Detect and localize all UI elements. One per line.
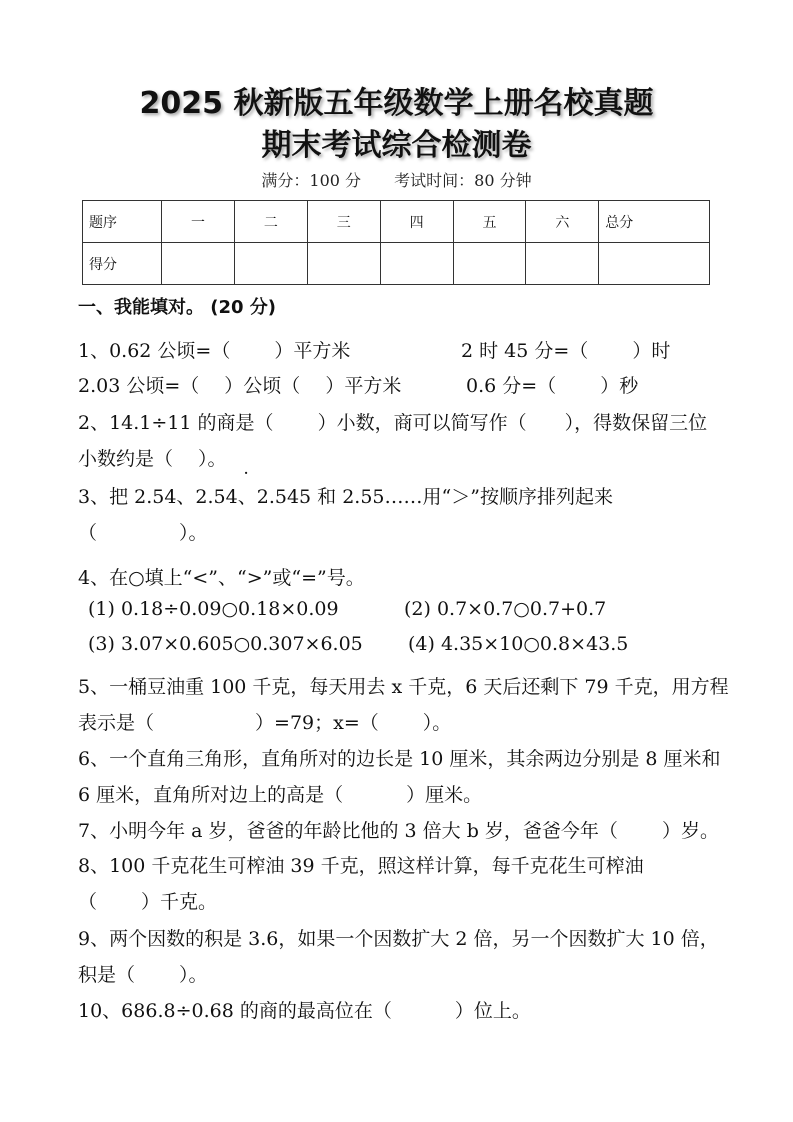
question-3a: 3、把 2.54、2.54、2.545 和 2.55……用“＞”按顺序排列起来 (78, 486, 613, 508)
question-5a: 5、一桶豆油重 100 千克，每天用去 x 千克，6 天后还剩下 79 千克，用方程 (78, 676, 729, 698)
question-3b: （ ）。 (78, 522, 208, 544)
exam-meta (0, 168, 793, 191)
question-5b: 表示是（ ）=79；x=（ ）。 (78, 712, 452, 734)
score-row-label: 得分 (83, 243, 162, 285)
question-8a: 8、100 千克花生可榨油 39 千克，照这样计算，每千克花生可榨油 (78, 855, 644, 877)
score-cell-1[interactable] (162, 243, 235, 285)
question-1a: 1、0.62 公顷=（ ）平方米 (78, 340, 351, 362)
exam-time-label: 考试时间：80 分钟 (394, 171, 532, 190)
header-cell-total: 总分 (599, 201, 710, 243)
score-table-header-row (83, 201, 710, 243)
score-table (82, 200, 710, 285)
question-4: 4、在○填上“<”、“>”或“=”号。 (78, 567, 365, 589)
question-9b: 积是（ ）。 (78, 964, 208, 986)
score-cell-3[interactable] (307, 243, 380, 285)
question-10: 10、686.8÷0.68 的商的最高位在（ ）位上。 (78, 1000, 531, 1022)
exam-title-line1: 2025 秋新版五年级数学上册名校真题 (139, 86, 654, 121)
question-1a-right: 2 时 45 分=（ ）时 (461, 340, 671, 362)
header-cell-3: 三 (307, 201, 380, 243)
score-cell-total[interactable] (599, 243, 710, 285)
header-cell-2: 二 (234, 201, 307, 243)
question-4-part-1: (1) 0.18÷0.09○0.18×0.09 (88, 598, 339, 620)
header-cell-6: 六 (526, 201, 599, 243)
question-4-part-3: (3) 3.07×0.605○0.307×6.05 (88, 633, 363, 655)
section-1-heading: 一、我能填对。 (20 分) (78, 297, 277, 318)
question-8b: （ ）千克。 (78, 891, 218, 913)
header-cell-5: 五 (453, 201, 526, 243)
header-cell-1: 一 (162, 201, 235, 243)
question-9a: 9、两个因数的积是 3.6，如果一个因数扩大 2 倍，另一个因数扩大 10 倍， (78, 928, 719, 950)
question-1b-right: 0.6 分=（ ）秒 (466, 375, 639, 397)
score-cell-5[interactable] (453, 243, 526, 285)
score-cell-4[interactable] (380, 243, 453, 285)
exam-title-line2: 期末考试综合检测卷 (261, 128, 532, 163)
question-7: 7、小明今年 a 岁，爸爸的年龄比他的 3 倍大 b 岁，爸爸今年（ ）岁。 (78, 820, 719, 842)
header-cell-question-order: 题序 (83, 201, 162, 243)
score-table-score-row (83, 243, 710, 285)
question-2b: 小数约是（ ）。 (78, 448, 227, 470)
score-cell-6[interactable] (526, 243, 599, 285)
question-4-part-2: (2) 0.7×0.7○0.7+0.7 (404, 598, 607, 620)
question-6a: 6、一个直角三角形，直角所对的边长是 10 厘米，其余两边分别是 8 厘米和 (78, 748, 721, 770)
question-6b: 6 厘米，直角所对边上的高是（ ）厘米。 (78, 784, 483, 806)
question-2a: 2、14.1÷11 的商是（ ）小数，商可以简写作（ ），得数保留三位 (78, 412, 708, 434)
question-1b: 2.03 公顷=（ ）公顷（ ）平方米 (78, 375, 402, 397)
header-cell-4: 四 (380, 201, 453, 243)
question-4-part-4: (4) 4.35×10○0.8×43.5 (408, 633, 629, 655)
repeating-decimal-dot: · (244, 466, 249, 480)
score-cell-2[interactable] (234, 243, 307, 285)
full-score-label: 满分：100 分 (261, 171, 362, 190)
